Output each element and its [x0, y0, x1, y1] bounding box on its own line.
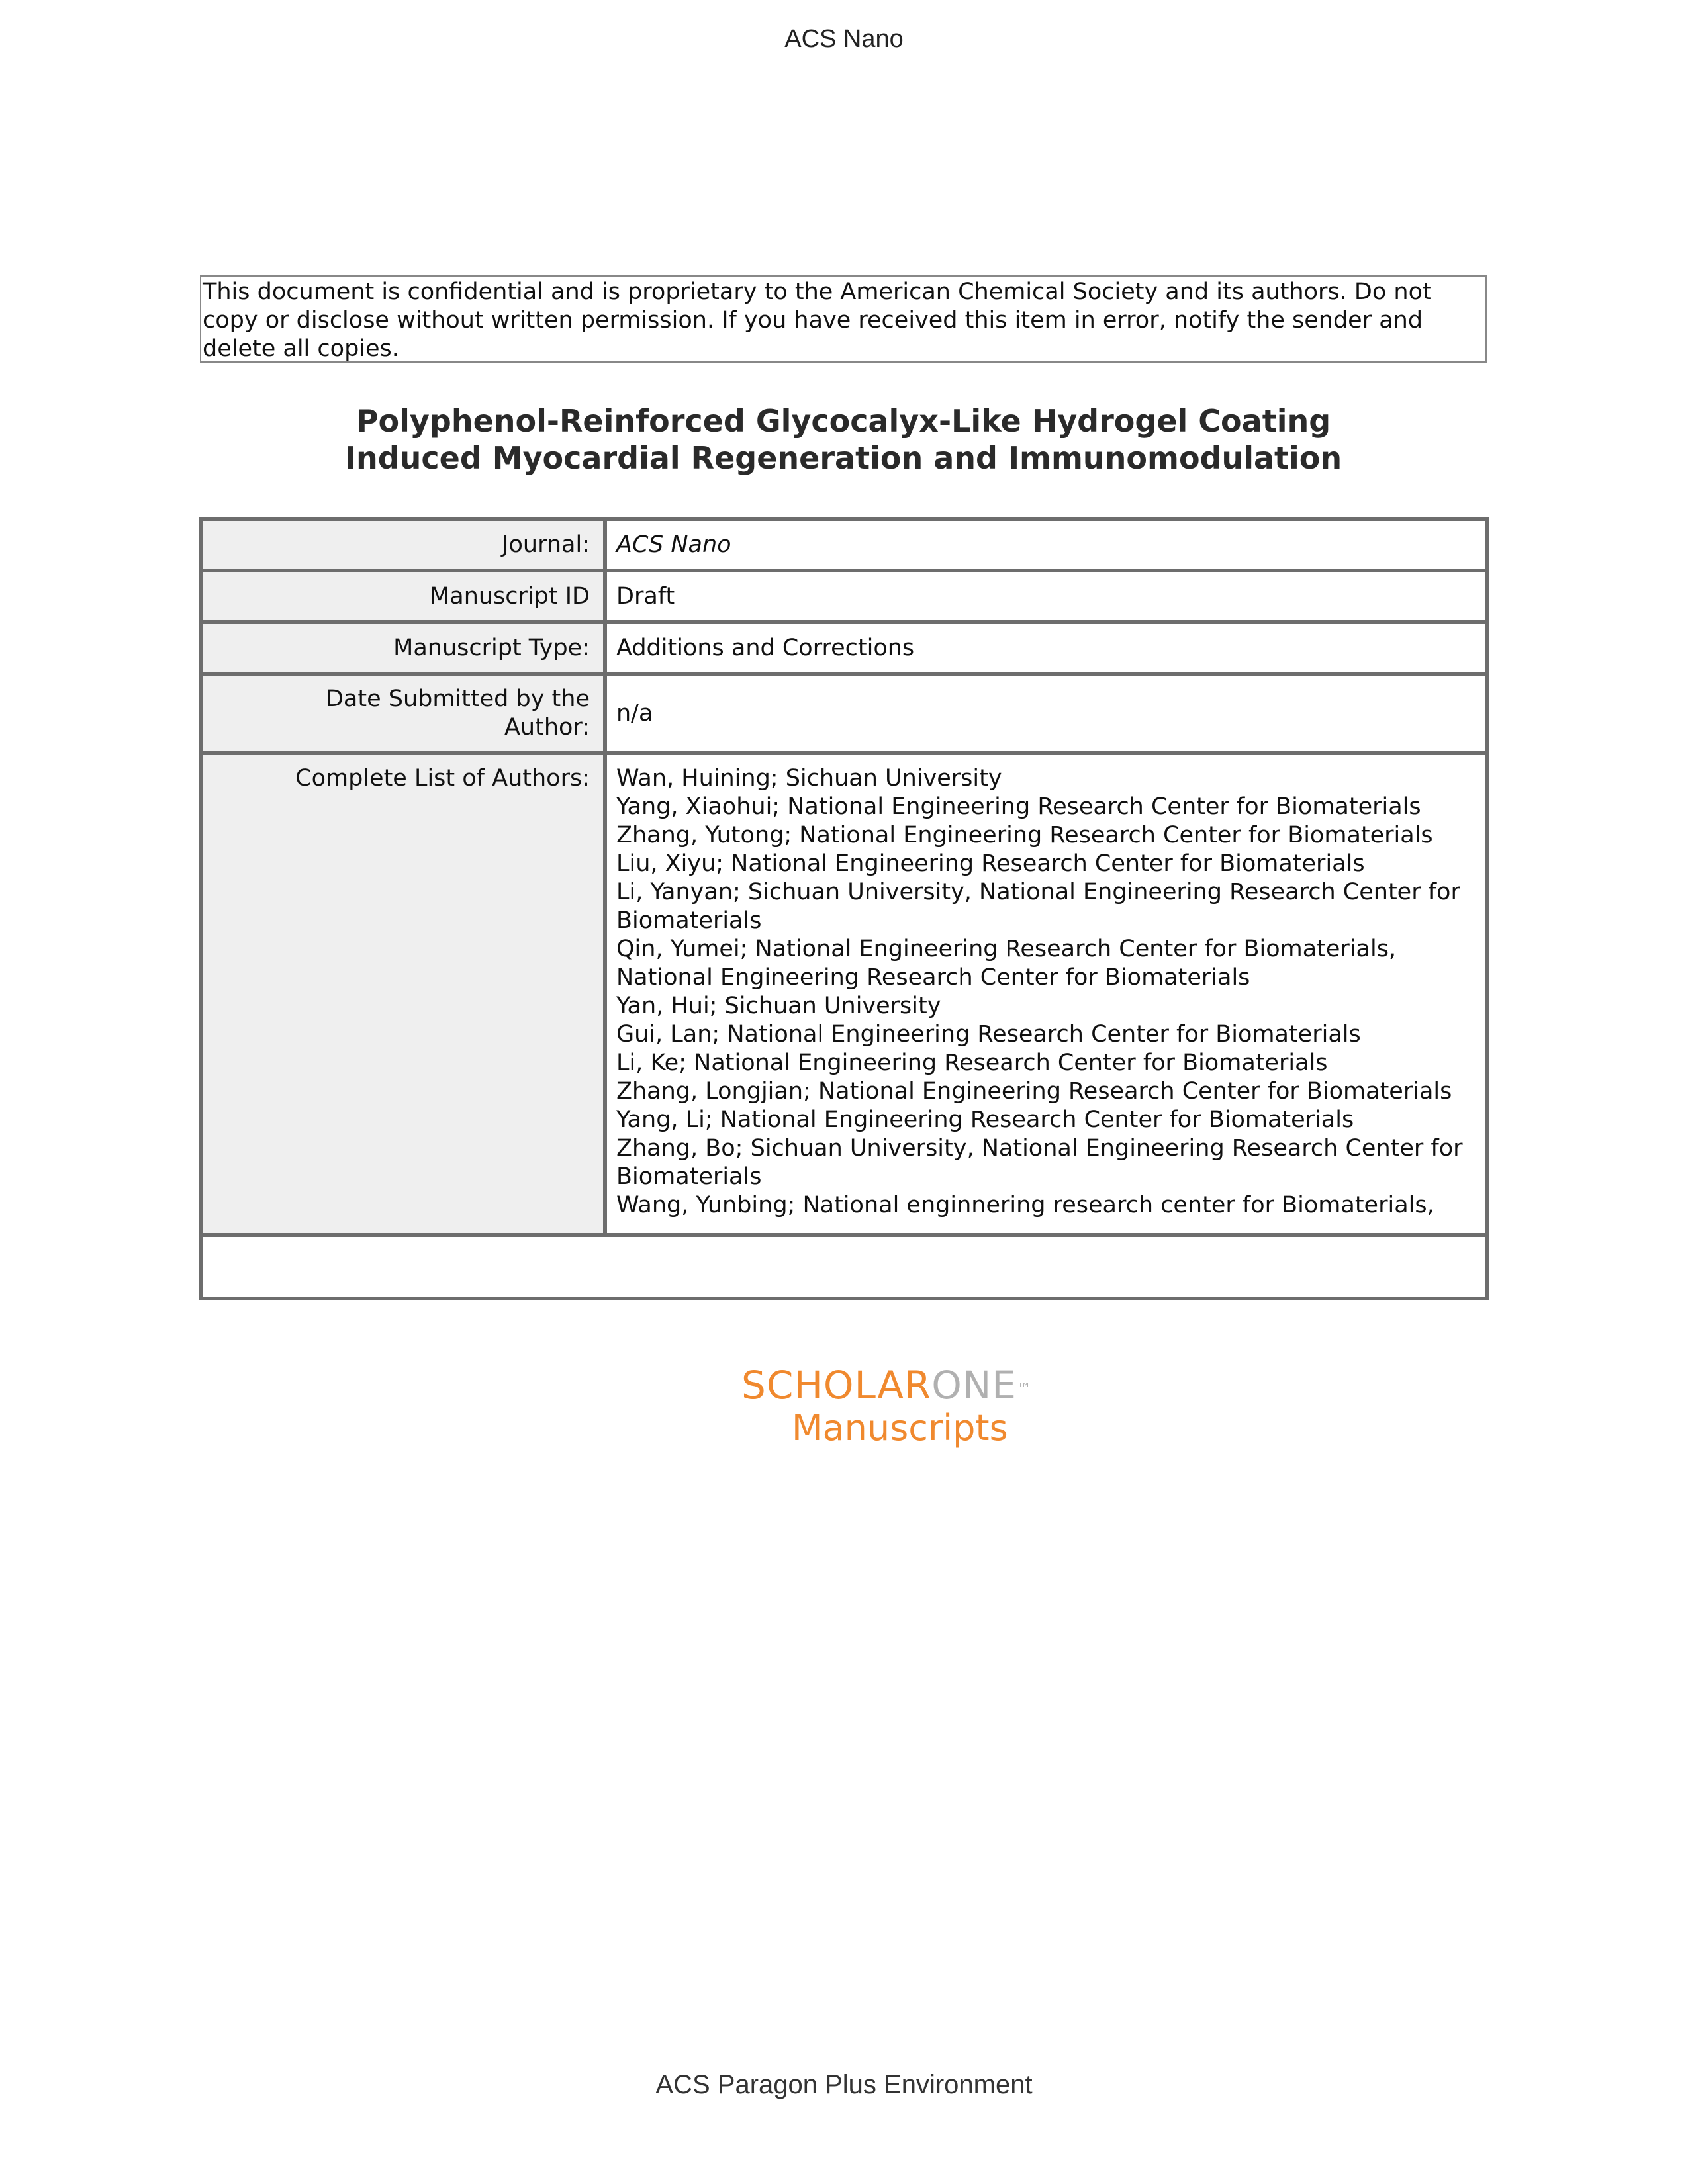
- authors-label: Complete List of Authors:: [201, 753, 605, 1235]
- manuscript-type-label: Manuscript Type:: [201, 622, 605, 674]
- journal-label: Journal:: [201, 519, 605, 570]
- empty-row: [201, 1235, 1487, 1298]
- manuscript-id-value: Draft: [605, 570, 1487, 622]
- author-line: Yan, Hui; Sichuan University: [616, 993, 941, 1019]
- manuscript-id-row: [201, 570, 1487, 622]
- date-submitted-value: n/a: [605, 674, 1487, 753]
- author-line: Qin, Yumei; National Engineering Research Center for Biomaterials,: [616, 936, 1397, 962]
- author-line: Biomaterials: [616, 1163, 762, 1190]
- logo-line-1: [741, 1363, 1046, 1407]
- manuscript-id-label: Manuscript ID: [201, 570, 605, 622]
- scholarone-manuscripts-logo: [741, 1363, 1046, 1449]
- title-line-1: Polyphenol-Reinforced Glycocalyx-Like Hydrogel Coating: [355, 403, 1331, 439]
- author-line: Gui, Lan; National Engineering Research Center for Biomaterials: [616, 1021, 1361, 1048]
- title-line-2: Induced Myocardial Regeneration and Immunomodulation: [344, 440, 1342, 476]
- manuscript-type-row: [201, 622, 1487, 674]
- author-line: Zhang, Bo; Sichuan University, National Engineering Research Center for: [616, 1135, 1463, 1161]
- logo-trademark: ™: [1016, 1381, 1032, 1397]
- manuscript-type-value: Additions and Corrections: [605, 622, 1487, 674]
- author-line: Li, Ke; National Engineering Research Center for Biomaterials: [616, 1050, 1328, 1076]
- logo-one-text: ONE: [931, 1363, 1017, 1408]
- author-line: Li, Yanyan; Sichuan University, National Engineering Research Center for: [616, 879, 1460, 905]
- logo-scholar-text: SCHOLAR: [741, 1363, 932, 1408]
- author-line: Wan, Huining; Sichuan University: [616, 765, 1002, 792]
- date-label-line-2: Author:: [504, 714, 590, 741]
- author-line: Zhang, Longjian; National Engineering Research Center for Biomaterials: [616, 1078, 1452, 1105]
- running-header: ACS Nano: [784, 25, 904, 53]
- logo-manuscripts-text: Manuscripts: [792, 1407, 1008, 1449]
- journal-value: ACS Nano: [605, 519, 1487, 570]
- date-submitted-label: [201, 674, 605, 753]
- manuscript-title: [200, 402, 1487, 477]
- author-line: Yang, Li; National Engineering Research Center for Biomaterials: [616, 1107, 1354, 1133]
- date-label-line-1: Date Submitted by the: [325, 686, 590, 712]
- authors-list: [605, 753, 1487, 1235]
- date-submitted-row: [201, 674, 1487, 753]
- empty-cell: [201, 1235, 1487, 1298]
- page-footer: ACS Paragon Plus Environment: [655, 2070, 1033, 2099]
- authors-row: [201, 753, 1487, 1235]
- manuscript-metadata-table: [199, 517, 1489, 1300]
- author-line: Liu, Xiyu; National Engineering Research Center for Biomaterials: [616, 850, 1365, 877]
- author-line: Biomaterials: [616, 907, 762, 934]
- confidentiality-notice: This document is confidential and is proprietary to the American Chemical Society and its authors. Do not copy or disclose without written permission. If you have received this item in error, notify the sender and delete all copies.: [200, 275, 1487, 363]
- author-line: Wang, Yunbing; National enginnering research center for Biomaterials,: [616, 1192, 1434, 1218]
- journal-row: [201, 519, 1487, 570]
- author-line: National Engineering Research Center for Biomaterials: [616, 964, 1250, 991]
- author-line: Zhang, Yutong; National Engineering Research Center for Biomaterials: [616, 822, 1433, 848]
- author-line: Yang, Xiaohui; National Engineering Research Center for Biomaterials: [616, 794, 1421, 820]
